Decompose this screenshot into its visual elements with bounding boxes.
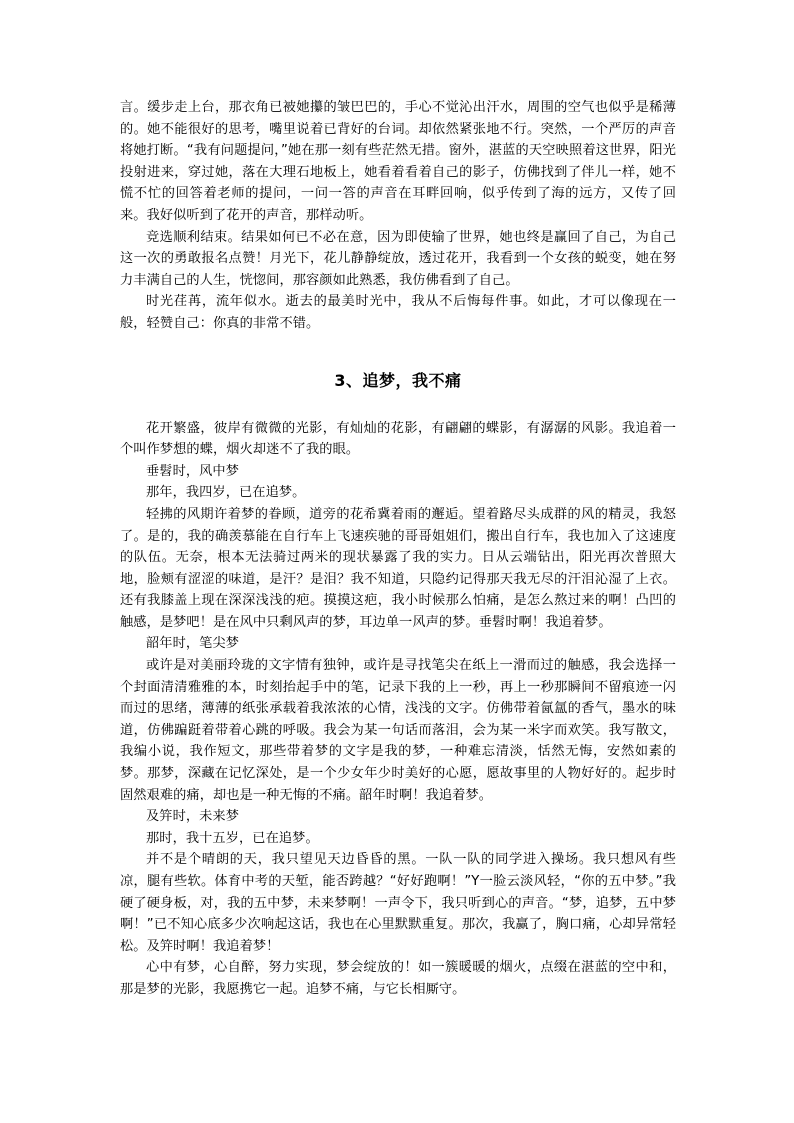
section-heading: 3、追梦，我不痛	[334, 370, 462, 390]
document-page	[120, 97, 676, 1001]
essay-body	[120, 418, 676, 1001]
subheading: 垂髫时，风中梦	[146, 463, 240, 479]
paragraph: 并不是个晴朗的天，我只望见天边昏昏的黑。一队一队的同学进入操场。我只想风有些凉，腿有些软。体育中考的天堑，能否跨越？“好好跑啊！”Y一脸云淡风轻，“你的五中梦。”我硬了硬身板，对，我的五中梦，未来梦啊！一声令下，我只听到心的声音。“梦，追梦，五中梦啊！”已不知心底多少次响起这话，我也在心里默默重复。那次，我赢了，胸口痛，心却异常轻松。及笄时啊！我追着梦！	[120, 852, 676, 954]
subheading: 韶年时，笔尖梦	[146, 636, 240, 652]
paragraph: 或许是对美丽玲珑的文字情有独钟，或许是寻找笔尖在纸上一滑而过的触感，我会选择一个封面清清雅雅的本，时刻抬起手中的笔，记录下我的上一秒，再上一秒那瞬间不留痕迹一闪而过的思绪，薄薄的纸张承载着我浓浓的心情，浅浅的文字。仿佛带着氤氲的香气，墨水的味道，仿佛蹁跹着带着心跳的呼吸。我会为某一句话而落泪，会为某一米字而欢笑。我写散文，我编小说，我作短文，那些带着梦的文字是我的梦，一种难忘清淡，恬然无悔，安然如素的梦。那梦，深藏在记忆深处，是一个少女年少时美好的心愿，愿故事里的人物好好的。起步时固然艰难的痛，却也是一种无悔的不痛。韶年时啊！我追着梦。	[120, 658, 676, 803]
paragraph: 那时，我十五岁，已在追梦。	[146, 830, 319, 846]
subheading: 及笄时，未来梦	[146, 809, 240, 825]
paragraph: 言。缓步走上台，那衣角已被她攥的皱巴巴的，手心不觉沁出汗水，周围的空气也似乎是稀薄的。她不能很好的思考，嘴里说着已背好的台词。却依然紧张地不行。突然，一个严厉的声音将她打断。“我有问题提问，”她在那一刻有些茫然无措。窗外，湛蓝的天空映照着这世界，阳光投射进来，穿过她，落在大理石地板上，她看着看着自己的影子，仿佛找到了伴儿一样，她不慌不忙的回答着老师的提问，一问一答的声音在耳畔回响，似乎传到了海的远方，又传了回来。我好似听到了花开的声音，那样动听。	[120, 100, 676, 223]
paragraph: 那年，我四岁，已在追梦。	[146, 485, 306, 501]
paragraph: 轻拂的风期许着梦的眷顾，道旁的花希冀着雨的邂逅。望着路尽头成群的风的精灵，我怒了。是的，我的确羡慕能在自行车上飞速疾驰的哥哥姐姐们，搬出自行车，我也加入了这速度的队伍。无奈，根本无法骑过两米的现状暴露了我的实力。日从云端钻出，阳光再次普照大地，脸颊有涩涩的味道，是汗？是泪？我不知道，只隐约记得那天我无尽的汗泪沁湿了上衣。还有我膝盖上现在深深浅浅的疤。摸摸这疤，我小时候那么怕痛，是怎么熬过来的啊！凸凹的触感，是梦吧！是在风中只剩风声的梦，耳边单一风声的梦。垂髫时啊！我追着梦。	[120, 506, 676, 630]
paragraph: 时光荏苒，流年似水。逝去的最美时光中，我从不后悔每件事。如此，才可以像现在一般，轻赞自己：你真的非常不错。	[120, 294, 676, 331]
paragraph: 花开繁盛，彼岸有微微的光影，有灿灿的花影，有翩翩的蝶影，有潺潺的风影。我追着一个叫作梦想的蝶，烟火却迷不了我的眼。	[120, 420, 676, 458]
paragraph: 心中有梦，心自醉，努力实现，梦会绽放的！如一簇暖暖的烟火，点缀在湛蓝的空中和，那是梦的光影，我愿携它一起。追梦不痛，与它长相厮守。	[120, 960, 676, 997]
paragraph: 竞选顺利结束。结果如何已不必在意，因为即使输了世界，她也终是赢回了自己，为自己这一次的勇敢报名点赞！月光下，花儿静静绽放，透过花开，我看到一个女孩的蜕变，她在努力丰满自己的人生，恍惚间，那容颜如此熟悉，我仿佛看到了自己。	[120, 229, 676, 288]
